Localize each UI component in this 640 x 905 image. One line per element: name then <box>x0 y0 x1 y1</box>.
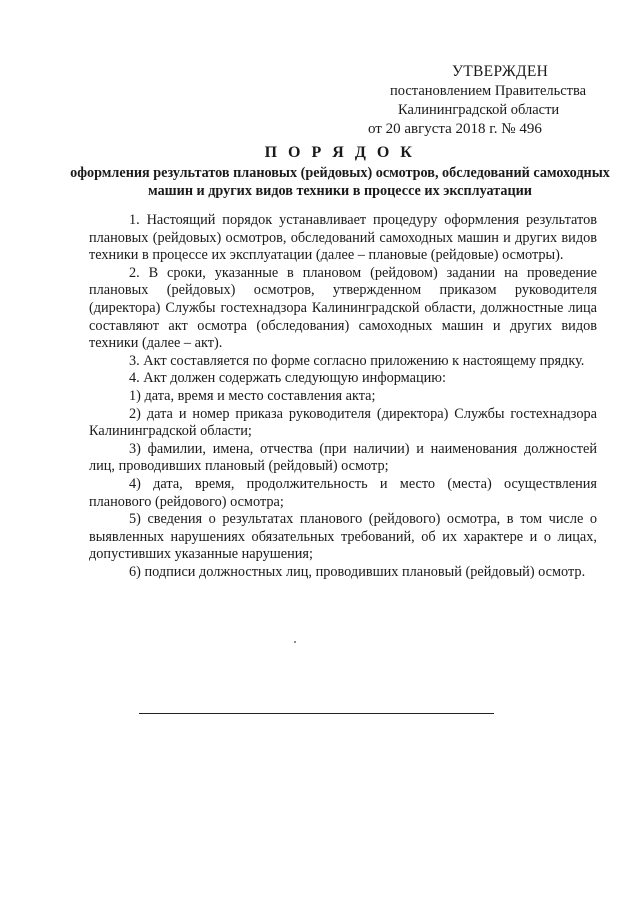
subitem-5: 5) сведения о результатах планового (рейдового) осмотра, в том числе о выявленных нарушениях обязательных требований, об их характере и о лицах, допустивших указанные нарушения; <box>89 511 597 563</box>
subitem-2: 2) дата и номер приказа руководителя (директора) Службы гостехнадзора Калининградской области; <box>89 405 597 440</box>
scan-speck <box>294 641 296 643</box>
paragraph-item-3: 3. Акт составляется по форме согласно приложению к настоящему прядку. <box>129 352 585 369</box>
approval-title: УТВЕРЖДЕН <box>452 63 549 80</box>
end-divider-line <box>139 713 494 714</box>
approval-region: Калининградской области <box>398 102 560 118</box>
document-body <box>89 212 597 581</box>
subitem-3: 3) фамилии, имена, отчества (при наличии) и наименования должностей лиц, проводивших плановый (рейдовый) осмотр; <box>89 440 597 475</box>
approval-date-number: от 20 августа 2018 г. № 496 <box>368 121 542 137</box>
approval-authority: постановлением Правительства <box>390 83 587 99</box>
subitem-1: 1) дата, время и место составления акта; <box>129 387 376 404</box>
document-heading <box>60 142 620 200</box>
paragraph-item-1: 1. Настоящий порядок устанавливает процедуру оформления результатов плановых (рейдовых) осмотров, обследований самоходных машин и других видов техники в процессе их эксплуатации (далее – плановые (рейдовые) осмотры). <box>89 212 597 264</box>
paragraph-item-4: 4. Акт должен содержать следующую информацию: <box>129 370 446 387</box>
paragraph-item-2: 2. В сроки, указанные в плановом (рейдовом) задании на проведение плановых (рейдовых) осмотров, утвержденном приказом руководителя (директора) Службы гостехнадзора Калининградской области, должностные лица составляют акт осмотра (обследования) самоходных машин и других видов техники (далее – акт). <box>89 264 597 352</box>
subitem-4: 4) дата, время, продолжительность и место (места) осуществления планового (рейдового) осмотра; <box>89 475 597 510</box>
document-title: П О Р Я Д О К <box>264 144 416 161</box>
document-subtitle: оформления результатов плановых (рейдовых) осмотров, обследований самоходных машин и других видов техники в процессе их эксплуатации <box>70 165 610 199</box>
approval-block <box>360 61 610 139</box>
subitem-6: 6) подписи должностных лиц, проводивших плановый (рейдовый) осмотр. <box>129 563 586 580</box>
